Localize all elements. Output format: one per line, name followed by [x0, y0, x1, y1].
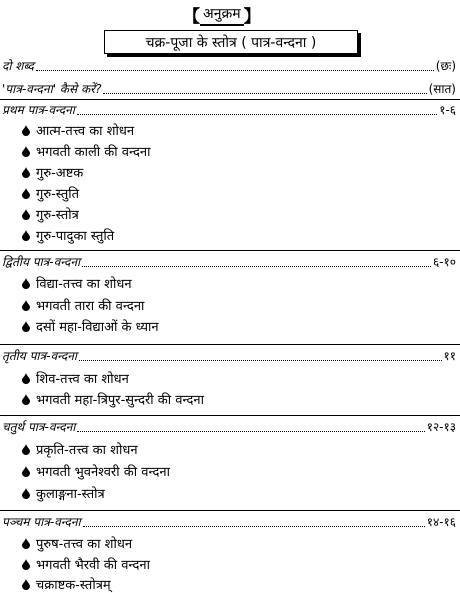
list-item[interactable] — [22, 369, 129, 387]
dot-leader — [79, 360, 442, 361]
section-divider — [0, 510, 460, 511]
list-item[interactable] — [22, 226, 114, 244]
bracket-close: 】 — [243, 7, 261, 27]
item-text: भगवती काली की वन्दना — [36, 145, 151, 160]
item-text: कुलाङ्गना-स्तोत्र — [36, 487, 105, 502]
item-text: गुरु-स्तुति — [36, 187, 80, 202]
list-item[interactable] — [22, 317, 159, 335]
drop-bullet-icon — [22, 559, 30, 570]
list-item[interactable] — [22, 142, 150, 160]
drop-bullet-icon — [22, 188, 30, 199]
front-matter-row[interactable] — [2, 81, 456, 97]
entry-title: दो शब्द — [2, 59, 34, 73]
item-text: चक्राष्टक-स्तोत्रम् — [36, 578, 111, 593]
dot-leader — [82, 266, 431, 267]
list-item[interactable] — [22, 440, 138, 458]
section-page: ११ — [443, 349, 456, 363]
list-item[interactable] — [22, 296, 144, 314]
dot-leader — [36, 70, 434, 71]
toc-label: अनुक्रम — [200, 4, 244, 26]
item-text: पुरुष-तत्त्व का शोधन — [36, 537, 133, 552]
section-title: प्रथम पात्र-वन्दना — [2, 103, 75, 117]
list-item[interactable] — [22, 205, 79, 223]
item-text: प्रकृति-तत्त्व का शोधन — [36, 443, 138, 458]
drop-bullet-icon — [22, 373, 30, 384]
list-item[interactable] — [22, 184, 79, 202]
item-text: गुरु-स्तोत्र — [36, 208, 79, 223]
section-divider — [0, 99, 460, 100]
drop-bullet-icon — [22, 538, 30, 549]
drop-bullet-icon — [22, 444, 30, 455]
drop-bullet-icon — [22, 125, 30, 136]
section-page: १२-१३ — [426, 420, 456, 434]
toc-heading — [183, 4, 261, 25]
drop-bullet-icon — [22, 579, 30, 590]
drop-bullet-icon — [22, 209, 30, 220]
front-matter-row[interactable] — [2, 58, 456, 74]
drop-bullet-icon — [22, 167, 30, 178]
list-item[interactable] — [22, 462, 170, 480]
entry-title: 'पात्र-वन्दना' कैसे करें? — [2, 82, 102, 96]
drop-bullet-icon — [22, 321, 30, 332]
section-title: द्वितीय पात्र-वन्दना — [2, 255, 81, 269]
entry-page: (छः) — [435, 59, 456, 73]
item-text: विद्या-तत्त्व का शोधन — [36, 277, 132, 292]
drop-bullet-icon — [22, 230, 30, 241]
item-text: भगवती भैरवी की वन्दना — [36, 558, 150, 573]
section-title: चतुर्थ पात्र-वन्दना — [2, 420, 76, 434]
drop-bullet-icon — [22, 300, 30, 311]
drop-bullet-icon — [22, 466, 30, 477]
dot-leader — [77, 114, 437, 115]
list-item[interactable] — [22, 534, 132, 552]
item-text: भगवती तारा की वन्दना — [36, 299, 145, 314]
dot-leader — [77, 431, 424, 432]
drop-bullet-icon — [22, 488, 30, 499]
dot-leader — [83, 526, 425, 527]
section-title: पञ्चम पात्र-वन्दना — [2, 515, 81, 529]
item-text: दसों महा-विद्याओं के ध्यान — [36, 320, 159, 335]
section-title: तृतीय पात्र-वन्दना — [2, 349, 77, 363]
section-heading-row[interactable] — [2, 348, 456, 364]
section-divider — [0, 415, 460, 416]
list-item[interactable] — [22, 484, 105, 502]
drop-bullet-icon — [22, 146, 30, 157]
section-heading-row[interactable] — [2, 254, 456, 270]
list-item[interactable] — [22, 390, 204, 408]
item-text: शिव-तत्त्व का शोधन — [36, 372, 129, 387]
dot-leader — [103, 93, 426, 94]
section-page: १४-१६ — [426, 515, 456, 529]
drop-bullet-icon — [22, 394, 30, 405]
item-text: गुरु-अष्टक — [36, 166, 84, 181]
item-text: आत्म-तत्त्व का शोधन — [36, 124, 135, 139]
list-item[interactable] — [22, 555, 150, 573]
list-item[interactable] — [22, 575, 111, 593]
list-item[interactable] — [22, 274, 132, 292]
bracket-open: 【 — [183, 7, 200, 27]
list-item[interactable] — [22, 121, 134, 139]
item-text: गुरु-पादुका स्तुति — [36, 229, 115, 244]
section-page: ६-१० — [432, 255, 456, 269]
main-title: चक्र-पूजा के स्तोत्र ( पात्र-वन्दना ) — [104, 30, 358, 54]
section-divider — [0, 250, 460, 251]
section-heading-row[interactable] — [2, 102, 456, 118]
drop-bullet-icon — [22, 278, 30, 289]
item-text: भगवती भुवनेश्वरी की वन्दना — [36, 465, 170, 480]
section-page: १-६ — [439, 103, 456, 117]
list-item[interactable] — [22, 163, 83, 181]
section-divider — [0, 344, 460, 345]
entry-page: (सात) — [428, 82, 456, 96]
item-text: भगवती महा-त्रिपुर-सुन्दरी की वन्दना — [36, 393, 205, 408]
section-heading-row[interactable] — [2, 419, 456, 435]
section-heading-row[interactable] — [2, 514, 456, 530]
